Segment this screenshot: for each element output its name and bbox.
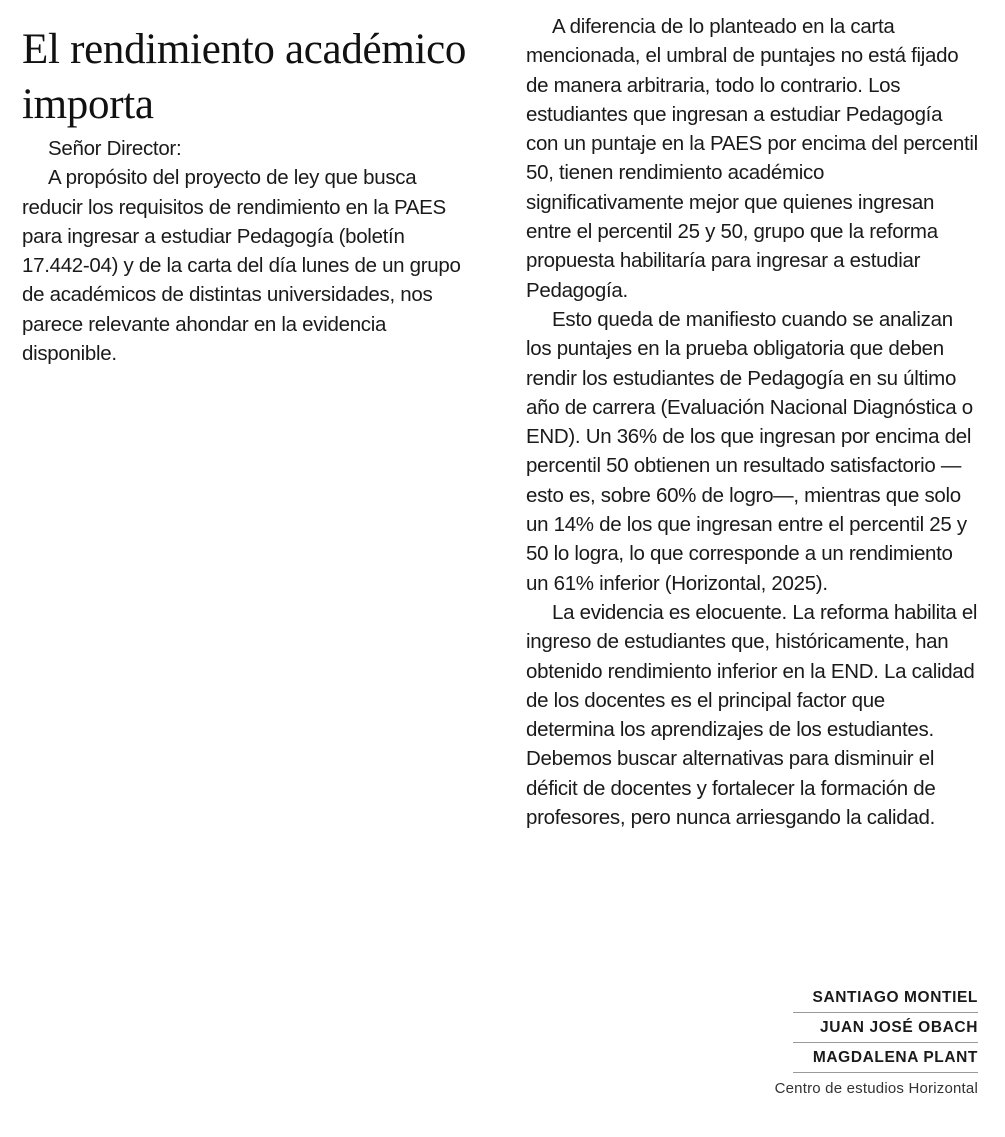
signatory-organization: Centro de estudios Horizontal: [774, 1080, 978, 1097]
paragraph-evidence: Esto queda de manifiesto cuando se analizan los puntajes en la prueba obligatoria que deben rendir los estudiantes de Pedagogía en su último año de carrera (Evaluación Nacional Diagnóstica o END). Un 36% de los que ingresan por encima del percentil 50 obtienen un resultado satisfactorio —esto es, sobre 60% de logro—, mientras que solo un 14% de los que ingresan entre el percentil 25 y 50 lo logra, lo que corresponde a un rendimiento un 61% inferior (Horizontal, 2025).: [526, 307, 973, 595]
paragraph-threshold: A diferencia de lo planteado en la carta mencionada, el umbral de puntajes no está fijado de manera arbitraria, todo lo contrario. Los estudiantes que ingresan a estudiar Pedagogía con un puntaje en la PAES por encima del percentil 50, tienen rendimiento académico significativamente mejor que quienes ingresan entre el percentil 25 y 50, grupo que la reforma propuesta habilitaría para ingresar a estudiar Pedagogía.: [526, 15, 978, 302]
paragraph-conclusion: La evidencia es elocuente. La reforma habilita el ingreso de estudiantes que, históricamente, han obtenido rendimiento inferior en la END. La calidad de los docentes es el principal factor que determina los aprendizajes de los estudiantes. Debemos buscar alternativas para disminuir el déficit de docentes y fortalecer la formación de profesores, pero nunca arriesgando la calidad.: [526, 600, 978, 830]
signature-block: [775, 983, 978, 1105]
salutation: Señor Director:: [48, 137, 182, 160]
signatory-name: MAGDALENA PLANT: [793, 1043, 978, 1073]
signatory-name: SANTIAGO MONTIEL: [793, 983, 978, 1013]
signatory-name: JUAN JOSÉ OBACH: [793, 1013, 978, 1043]
right-column: [526, 0, 978, 832]
headline: El rendimiento académico importa: [22, 26, 467, 128]
left-column: [22, 0, 470, 368]
paragraph-intro: A propósito del proyecto de ley que busca reducir los requisitos de rendimiento en la PAES para ingresar a estudiar Pedagogía (boletín 17.442-04) y de la carta del día lunes de un grupo de académicos de distintas universidades, nos parece relevante ahondar en la evidencia disponible.: [22, 166, 461, 366]
